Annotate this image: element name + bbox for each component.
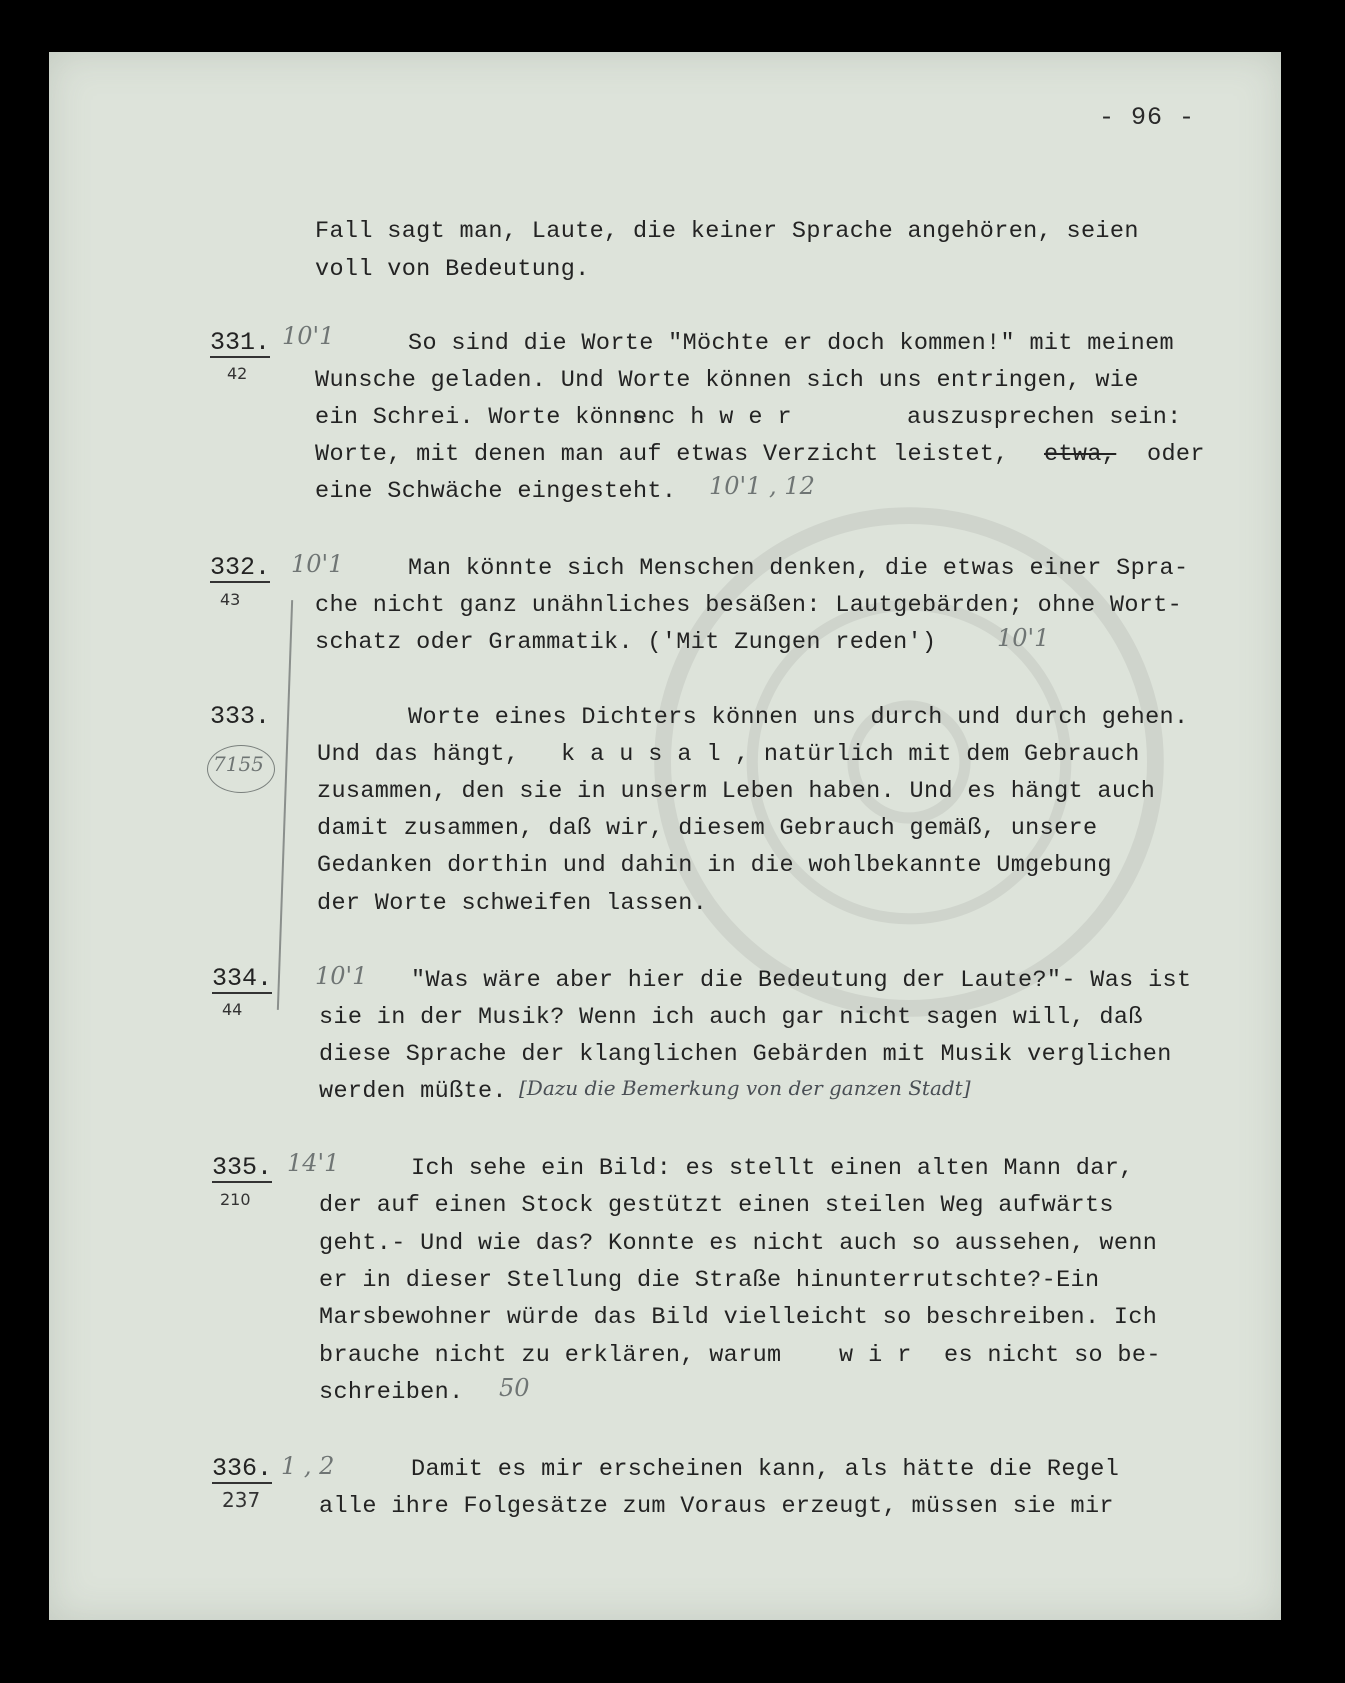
remark-number-334: 334. (212, 964, 273, 993)
remark-331-line-3b: auszusprechen sein: (907, 404, 1182, 431)
pencil-end-note-332: 10'1 (997, 624, 1050, 652)
remark-333-line-4: damit zusammen, daß wir, diesem Gebrauch gemäß, unsere (317, 815, 1098, 842)
handwritten-bracket-note-334: [Dazu die Bemerkung von der ganzen Stadt] (519, 1076, 971, 1100)
remark-333-line-3: zusammen, den sie in unserm Leben haben. Und es hängt auch (317, 778, 1156, 805)
remark-331-line-3: ein Schrei. Worte können (315, 404, 662, 431)
remark-number-335: 335. (212, 1153, 273, 1182)
remark-335-line-5: Marsbewohner würde das Bild vielleicht so beschreiben. Ich (319, 1304, 1158, 1331)
remark-331-line-1: So sind die Worte "Möchte er doch kommen!" mit meinem (408, 330, 1174, 357)
remark-335-line-3: geht.- Und wie das? Konnte es nicht auch so aussehen, wenn (319, 1230, 1158, 1257)
remark-331-line-4b: oder (1147, 441, 1205, 468)
remark-335-emph-wir: wir (839, 1342, 927, 1369)
remark-335-line-6: brauche nicht zu erklären, warum (319, 1342, 782, 1369)
page-number: - 96 - (1099, 103, 1196, 132)
remark-331-struck-word: etwa, (1044, 441, 1117, 468)
remark-331-emph-schwer: schwer (632, 404, 807, 431)
remark-sub-336: 237 (222, 1488, 261, 1512)
remark-sub-332: 43 (220, 590, 241, 609)
remark-336-line-2: alle ihre Folgesätze zum Voraus erzeugt, müssen sie mir (319, 1493, 1114, 1520)
pencil-end-note-331: 10'1 , 12 (709, 472, 815, 500)
remark-332-line-3: schatz oder Grammatik. ('Mit Zungen reden') (315, 629, 937, 656)
pencil-note-334: 10'1 (315, 962, 368, 990)
pencil-note-336: 1 , 2 (281, 1452, 335, 1480)
remark-334-line-2: sie in der Musik? Wenn ich auch gar nicht sagen will, daß (319, 1004, 1143, 1031)
remark-number-336: 336. (212, 1454, 273, 1483)
remark-331-line-5: eine Schwäche eingesteht. (315, 478, 677, 505)
pencil-note-335: 14'1 (287, 1149, 340, 1177)
remark-number-333: 333. (210, 702, 271, 731)
remark-331-line-4: Worte, mit denen man auf etwas Verzicht leistet, (315, 441, 1009, 468)
pencil-note-332: 10'1 (291, 550, 344, 578)
margin-pencil-line (277, 600, 293, 1010)
remark-335-line-1: Ich sehe ein Bild: es stellt einen alten Mann dar, (411, 1155, 1134, 1182)
intro-line-2: voll von Bedeutung. (315, 256, 590, 283)
remark-333-line-1: Worte eines Dichters können uns durch und durch gehen. (408, 704, 1189, 731)
intro-line-1: Fall sagt man, Laute, die keiner Sprache angehören, seien (315, 218, 1139, 245)
remark-number-332: 332. (210, 553, 271, 582)
remark-333-line-6: der Worte schweifen lassen. (317, 890, 708, 917)
remark-333-line-2b: , natürlich mit dem Gebrauch (735, 741, 1140, 768)
pencil-end-note-335: 50 (499, 1374, 530, 1402)
remark-335-line-4: er in dieser Stellung die Straße hinunterrutschte?-Ein (319, 1267, 1100, 1294)
circled-number-333: 7155 (213, 752, 264, 776)
remark-335-line-6b: es nicht so be- (944, 1342, 1161, 1369)
remark-334-line-4: werden müßte. (319, 1078, 507, 1105)
remark-333-line-2: Und das hängt, (317, 741, 520, 768)
remark-sub-334: 44 (222, 1000, 243, 1019)
remark-332-line-1: Man könnte sich Menschen denken, die etwas einer Spra- (408, 555, 1189, 582)
remark-333-line-5: Gedanken dorthin und dahin in die wohlbekannte Umgebung (317, 852, 1112, 879)
remark-334-line-3: diese Sprache der klanglichen Gebärden mit Musik verglichen (319, 1041, 1172, 1068)
remark-334-line-1: "Was wäre aber hier die Bedeutung der Laute?"- Was ist (411, 967, 1192, 994)
remark-335-line-2: der auf einen Stock gestützt einen steilen Weg aufwärts (319, 1192, 1114, 1219)
remark-sub-335: 210 (220, 1190, 251, 1209)
remark-336-line-1: Damit es mir erscheinen kann, als hätte die Regel (411, 1456, 1120, 1483)
remark-332-line-2: che nicht ganz unähnliches besäßen: Lautgebärden; ohne Wort- (315, 592, 1183, 619)
remark-sub-331: 42 (227, 364, 248, 383)
remark-335-line-7: schreiben. (319, 1379, 464, 1406)
typescript-page (49, 52, 1281, 1620)
pencil-note-331: 10'1 (282, 322, 335, 350)
remark-333-emph-kausal: kausal (561, 741, 736, 768)
remark-number-331: 331. (210, 328, 271, 357)
remark-331-line-2: Wunsche geladen. Und Worte können sich uns entringen, wie (315, 367, 1139, 394)
